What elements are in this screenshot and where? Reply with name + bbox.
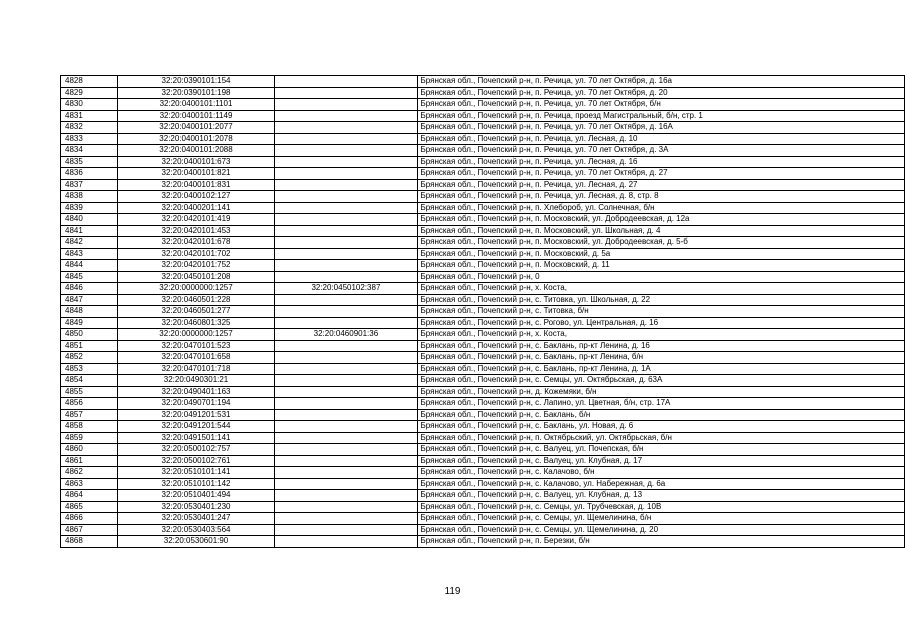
parent-cadastral-number-cell [275,179,417,191]
parent-cadastral-number-cell [275,294,417,306]
row-number-cell: 4845 [61,271,118,283]
parent-cadastral-number-cell [275,225,417,237]
cadastral-number-cell: 32:20:0491501:141 [117,432,275,444]
address-cell: Брянская обл., Почепский р-н, с. Баклань, пр-кт Ленина, д. 1А [417,363,905,375]
row-number-cell: 4859 [61,432,118,444]
table-row [61,398,905,410]
cadastral-number-cell: 32:20:0470101:718 [117,363,275,375]
row-number-cell: 4861 [61,455,118,467]
cadastral-number-cell: 32:20:0420101:678 [117,237,275,249]
row-number-cell: 4850 [61,329,118,341]
table-row [61,283,905,295]
cadastral-number-cell: 32:20:0400101:2088 [117,145,275,157]
row-number-cell: 4846 [61,283,118,295]
row-number-cell: 4848 [61,306,118,318]
table-row [61,432,905,444]
row-number-cell: 4852 [61,352,118,364]
table-row [61,294,905,306]
cadastral-number-cell: 32:20:0450101:208 [117,271,275,283]
table-row [61,191,905,203]
parent-cadastral-number-cell [275,513,417,525]
table-row [61,455,905,467]
cadastral-number-cell: 32:20:0530403:564 [117,524,275,536]
parent-cadastral-number-cell [275,168,417,180]
cadastral-number-cell: 32:20:0510101:141 [117,467,275,479]
row-number-cell: 4851 [61,340,118,352]
cadastral-number-cell: 32:20:0400102:127 [117,191,275,203]
address-cell: Брянская обл., Почепский р-н, с. Семцы, ул. Трубчевская, д. 10В [417,501,905,513]
table-row [61,168,905,180]
table-row [61,248,905,260]
cadastral-number-cell: 32:20:0460501:228 [117,294,275,306]
table-row [61,375,905,387]
parent-cadastral-number-cell [275,237,417,249]
cadastral-number-cell: 32:20:0491201:531 [117,409,275,421]
cadastral-number-cell: 32:20:0500102:761 [117,455,275,467]
parent-cadastral-number-cell [275,467,417,479]
cadastral-number-cell: 32:20:0490701:194 [117,398,275,410]
address-cell: Брянская обл., Почепский р-н, с. Титовка, б/н [417,306,905,318]
row-number-cell: 4834 [61,145,118,157]
table-row [61,444,905,456]
address-cell: Брянская обл., Почепский р-н, п. Речица, ул. 70 лет Октября, б/н [417,99,905,111]
table-row [61,99,905,111]
address-cell: Брянская обл., Почепский р-н, п. Речица, проезд Магистральный, б/н, стр. 1 [417,110,905,122]
address-cell: Брянская обл., Почепский р-н, п. Московский, д. 11 [417,260,905,272]
row-number-cell: 4868 [61,536,118,548]
cadastral-number-cell: 32:20:0530601:90 [117,536,275,548]
row-number-cell: 4842 [61,237,118,249]
cadastral-number-cell: 32:20:0420101:419 [117,214,275,226]
parent-cadastral-number-cell [275,260,417,272]
row-number-cell: 4839 [61,202,118,214]
parent-cadastral-number-cell [275,490,417,502]
row-number-cell: 4830 [61,99,118,111]
cadastral-number-cell: 32:20:0400101:831 [117,179,275,191]
address-cell: Брянская обл., Почепский р-н, х. Коста, [417,283,905,295]
table-row [61,409,905,421]
address-cell: Брянская обл., Почепский р-н, с. Калачово, ул. Набережная, д. 6а [417,478,905,490]
address-cell: Брянская обл., Почепский р-н, х. Коста, [417,329,905,341]
cadastral-number-cell: 32:20:0400101:2077 [117,122,275,134]
parent-cadastral-number-cell [275,76,417,88]
parent-cadastral-number-cell [275,444,417,456]
parent-cadastral-number-cell [275,306,417,318]
cadastral-number-cell: 32:20:0400101:1149 [117,110,275,122]
table-row [61,317,905,329]
parent-cadastral-number-cell [275,340,417,352]
row-number-cell: 4835 [61,156,118,168]
address-cell: Брянская обл., Почепский р-н, д. Кожемяки, б/н [417,386,905,398]
cadastral-number-cell: 32:20:0000000:1257 [117,283,275,295]
table-row [61,478,905,490]
table-row [61,329,905,341]
address-cell: Брянская обл., Почепский р-н, с. Баклань, пр-кт Ленина, б/н [417,352,905,364]
cadastral-number-cell: 32:20:0500102:757 [117,444,275,456]
parent-cadastral-number-cell [275,421,417,433]
table-row [61,306,905,318]
parent-cadastral-number-cell [275,202,417,214]
row-number-cell: 4829 [61,87,118,99]
table-row [61,76,905,88]
table-row [61,145,905,157]
table-row [61,202,905,214]
address-cell: Брянская обл., Почепский р-н, с. Семцы, ул. Щемелинина, д. 20 [417,524,905,536]
table-row [61,524,905,536]
row-number-cell: 4866 [61,513,118,525]
address-cell: Брянская обл., Почепский р-н, с. Рогово, ул. Центральная, д. 16 [417,317,905,329]
address-cell: Брянская обл., Почепский р-н, с. Баклань, пр-кт Ленина, д. 16 [417,340,905,352]
row-number-cell: 4858 [61,421,118,433]
parent-cadastral-number-cell: 32:20:0460901:36 [275,329,417,341]
table-row [61,271,905,283]
parent-cadastral-number-cell [275,248,417,260]
row-number-cell: 4831 [61,110,118,122]
parent-cadastral-number-cell [275,536,417,548]
cadastral-number-cell: 32:20:0390101:198 [117,87,275,99]
row-number-cell: 4844 [61,260,118,272]
parent-cadastral-number-cell [275,110,417,122]
row-number-cell: 4841 [61,225,118,237]
row-number-cell: 4863 [61,478,118,490]
address-cell: Брянская обл., Почепский р-н, п. Московский, ул. Добродеевская, д. 5-б [417,237,905,249]
parent-cadastral-number-cell [275,122,417,134]
parent-cadastral-number-cell [275,398,417,410]
address-cell: Брянская обл., Почепский р-н, п. Речица, ул. Лесная, д. 16 [417,156,905,168]
address-cell: Брянская обл., Почепский р-н, с. Калачово, б/н [417,467,905,479]
table-row [61,421,905,433]
row-number-cell: 4849 [61,317,118,329]
address-cell: Брянская обл., Почепский р-н, с. Баклань, б/н [417,409,905,421]
address-cell: Брянская обл., Почепский р-н, с. Титовка, ул. Школьная, д. 22 [417,294,905,306]
cadastral-number-cell: 32:20:0400101:1101 [117,99,275,111]
address-cell: Брянская обл., Почепский р-н, п. Московский, д. 5а [417,248,905,260]
row-number-cell: 4843 [61,248,118,260]
table-row [61,237,905,249]
parent-cadastral-number-cell [275,271,417,283]
table-row [61,363,905,375]
cadastral-number-cell: 32:20:0400101:821 [117,168,275,180]
table-row [61,352,905,364]
address-cell: Брянская обл., Почепский р-н, п. Березки, б/н [417,536,905,548]
address-cell: Брянская обл., Почепский р-н, с. Семцы, ул. Щемелинина, б/н [417,513,905,525]
cadastral-number-cell: 32:20:0510401:494 [117,490,275,502]
parent-cadastral-number-cell [275,363,417,375]
cadastral-number-cell: 32:20:0490401:163 [117,386,275,398]
row-number-cell: 4836 [61,168,118,180]
table-row [61,386,905,398]
address-cell: Брянская обл., Почепский р-н, п. Московский, ул. Школьная, д. 4 [417,225,905,237]
cadastral-number-cell: 32:20:0420101:752 [117,260,275,272]
cadastral-number-cell: 32:20:0470101:523 [117,340,275,352]
cadastral-number-cell: 32:20:0470101:658 [117,352,275,364]
records-table [60,75,905,548]
cadastral-number-cell: 32:20:0490301:21 [117,375,275,387]
row-number-cell: 4833 [61,133,118,145]
parent-cadastral-number-cell [275,87,417,99]
row-number-cell: 4864 [61,490,118,502]
cadastral-number-cell: 32:20:0400201:141 [117,202,275,214]
address-cell: Брянская обл., Почепский р-н, п. Речица, ул. 70 лет Октября, д. 3А [417,145,905,157]
table-row [61,87,905,99]
address-cell: Брянская обл., Почепский р-н, п. Речица, ул. 70 лет Октября, д. 16А [417,122,905,134]
row-number-cell: 4862 [61,467,118,479]
cadastral-number-cell: 32:20:0000000:1257 [117,329,275,341]
table-row [61,513,905,525]
cadastral-number-cell: 32:20:0460801:325 [117,317,275,329]
table-row [61,260,905,272]
row-number-cell: 4828 [61,76,118,88]
cadastral-number-cell: 32:20:0400101:2078 [117,133,275,145]
parent-cadastral-number-cell [275,133,417,145]
cadastral-number-cell: 32:20:0460501:277 [117,306,275,318]
parent-cadastral-number-cell [275,191,417,203]
table-row [61,214,905,226]
parent-cadastral-number-cell [275,409,417,421]
address-cell: Брянская обл., Почепский р-н, с. Лапино, ул. Цветная, б/н, стр. 17А [417,398,905,410]
cadastral-number-cell: 32:20:0420101:453 [117,225,275,237]
address-cell: Брянская обл., Почепский р-н, п. Речица, ул. Лесная, д. 8, стр. 8 [417,191,905,203]
row-number-cell: 4867 [61,524,118,536]
parent-cadastral-number-cell [275,214,417,226]
row-number-cell: 4840 [61,214,118,226]
table-row [61,467,905,479]
address-cell: Брянская обл., Почепский р-н, п. Хлебороб, ул. Солнечная, б/н [417,202,905,214]
address-cell: Брянская обл., Почепский р-н, с. Валуец, ул. Клубная, д. 17 [417,455,905,467]
address-cell: Брянская обл., Почепский р-н, с. Семцы, ул. Октябрьская, д. 63А [417,375,905,387]
address-cell: Брянская обл., Почепский р-н, п. Речица, ул. 70 лет Октября, д. 16а [417,76,905,88]
parent-cadastral-number-cell [275,524,417,536]
parent-cadastral-number-cell [275,375,417,387]
row-number-cell: 4857 [61,409,118,421]
row-number-cell: 4832 [61,122,118,134]
cadastral-number-cell: 32:20:0530401:247 [117,513,275,525]
row-number-cell: 4860 [61,444,118,456]
parent-cadastral-number-cell: 32:20:0450102:387 [275,283,417,295]
row-number-cell: 4856 [61,398,118,410]
address-cell: Брянская обл., Почепский р-н, с. Баклань, ул. Новая, д. 6 [417,421,905,433]
address-cell: Брянская обл., Почепский р-н, с. Валуец, ул. Почепская, б/н [417,444,905,456]
table-row [61,156,905,168]
cadastral-number-cell: 32:20:0400101:673 [117,156,275,168]
address-cell: Брянская обл., Почепский р-н, 0 [417,271,905,283]
row-number-cell: 4853 [61,363,118,375]
row-number-cell: 4838 [61,191,118,203]
records-table-body [61,76,905,548]
cadastral-number-cell: 32:20:0530401:230 [117,501,275,513]
table-row [61,501,905,513]
address-cell: Брянская обл., Почепский р-н, п. Речица, ул. 70 лет Октября, д. 27 [417,168,905,180]
parent-cadastral-number-cell [275,478,417,490]
parent-cadastral-number-cell [275,156,417,168]
address-cell: Брянская обл., Почепский р-н, п. Московский, ул. Добродеевская, д. 12а [417,214,905,226]
row-number-cell: 4837 [61,179,118,191]
row-number-cell: 4854 [61,375,118,387]
parent-cadastral-number-cell [275,455,417,467]
cadastral-number-cell: 32:20:0510101:142 [117,478,275,490]
parent-cadastral-number-cell [275,432,417,444]
table-row [61,122,905,134]
table-row [61,179,905,191]
table-row [61,490,905,502]
table-row [61,536,905,548]
page-number: 119 [444,586,461,597]
row-number-cell: 4855 [61,386,118,398]
cadastral-number-cell: 32:20:0420101:702 [117,248,275,260]
row-number-cell: 4847 [61,294,118,306]
table-row [61,110,905,122]
address-cell: Брянская обл., Почепский р-н, п. Речица, ул. Лесная, д. 10 [417,133,905,145]
address-cell: Брянская обл., Почепский р-н, п. Речица, ул. 70 лет Октября, д. 20 [417,87,905,99]
parent-cadastral-number-cell [275,317,417,329]
table-row [61,133,905,145]
address-cell: Брянская обл., Почепский р-н, с. Валуец, ул. Клубная, д. 13 [417,490,905,502]
address-cell: Брянская обл., Почепский р-н, п. Речица, ул. Лесная, д. 27 [417,179,905,191]
cadastral-number-cell: 32:20:0390101:154 [117,76,275,88]
table-row [61,340,905,352]
address-cell: Брянская обл., Почепский р-н, п. Октябрьский, ул. Октябрьская, б/н [417,432,905,444]
cadastral-number-cell: 32:20:0491201:544 [117,421,275,433]
parent-cadastral-number-cell [275,99,417,111]
parent-cadastral-number-cell [275,352,417,364]
parent-cadastral-number-cell [275,501,417,513]
parent-cadastral-number-cell [275,386,417,398]
table-row [61,225,905,237]
parent-cadastral-number-cell [275,145,417,157]
row-number-cell: 4865 [61,501,118,513]
